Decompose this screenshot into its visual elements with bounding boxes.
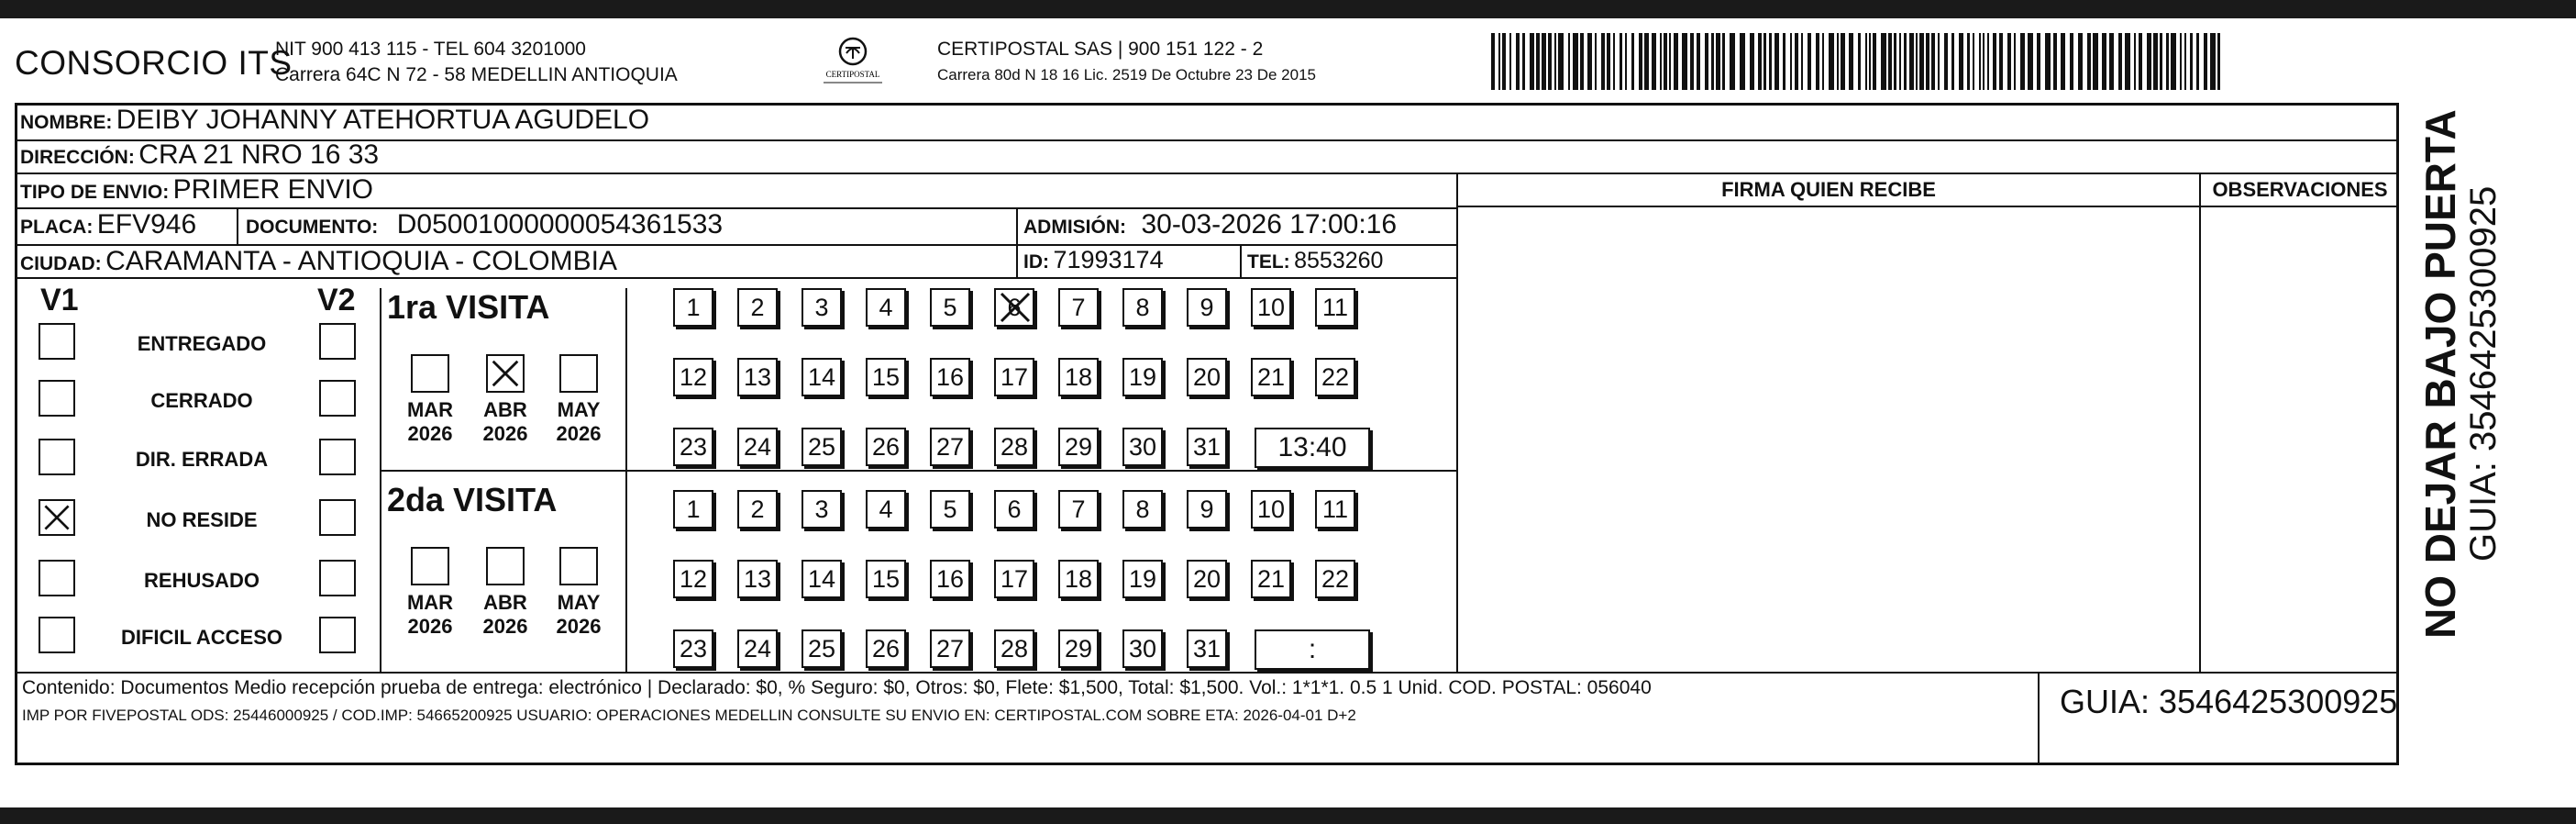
day-box[interactable]: 17 [994, 560, 1034, 598]
day-box[interactable]: 31 [1187, 428, 1227, 466]
visit-divider [380, 288, 381, 672]
admision-label: ADMISIÓN: [1023, 217, 1126, 238]
day-box[interactable]: 2 [737, 288, 778, 327]
month-name: ABR [483, 398, 527, 421]
column-header-divider [1456, 206, 2399, 207]
status-label: ENTREGADO [137, 332, 267, 355]
month-year: 2026 [556, 615, 602, 638]
v1-header: V1 [40, 283, 79, 317]
day-box[interactable]: 19 [1122, 560, 1163, 598]
id-field [1023, 246, 1164, 274]
day-box[interactable]: 12 [673, 560, 713, 598]
day-number: 6 [1007, 294, 1022, 321]
v1-checkbox[interactable] [39, 499, 75, 536]
documento-label: DOCUMENTO: [246, 217, 379, 238]
status-label: REHUSADO [144, 569, 260, 592]
tipo-value: PRIMER ENVIO [172, 174, 374, 205]
month-label [400, 591, 460, 639]
day-box[interactable]: 14 [802, 358, 842, 396]
first-visit-title: 1ra VISITA [387, 288, 550, 326]
day-box[interactable]: 16 [930, 560, 970, 598]
time-box[interactable]: 13:40 [1255, 428, 1370, 468]
v2-checkbox[interactable] [319, 380, 356, 417]
v2-checkbox[interactable] [319, 560, 356, 596]
day-box[interactable]: 13 [737, 358, 778, 396]
month-name: MAR [406, 398, 454, 421]
print-info: IMP POR FIVEPOSTAL ODS: 25446000925 / COD.IMP: 54665200925 USUARIO: OPERACIONES MEDELLIN CONSULTE SU ENVIO EN: CERTIPOSTAL.COM SOBRE ETA: 2026-04-01 D+2 [22, 707, 1356, 724]
logo-text: CERTIPOSTAL [825, 70, 880, 79]
day-box[interactable]: 27 [930, 629, 970, 668]
visit-divider [380, 470, 1456, 472]
id-value: 71993174 [1053, 246, 1164, 273]
day-box[interactable]: 2 [737, 490, 778, 529]
placa-value: EFV946 [96, 209, 197, 239]
status-label: DIFICIL ACCESO [120, 626, 282, 649]
day-box[interactable]: 4 [866, 490, 906, 529]
visit-divider [625, 288, 627, 672]
warning-text: NO DEJAR BAJO PUERTA [2416, 109, 2464, 639]
day-box[interactable]: 23 [673, 428, 713, 466]
day-box[interactable]: 28 [994, 629, 1034, 668]
day-box[interactable]: 22 [1315, 560, 1355, 598]
tipo-label: TIPO DE ENVIO: [20, 182, 170, 203]
day-box[interactable]: 31 [1187, 629, 1227, 668]
month-label [475, 398, 536, 446]
v2-checkbox[interactable] [319, 439, 356, 475]
day-box[interactable]: 15 [866, 560, 906, 598]
day-box[interactable]: 14 [802, 560, 842, 598]
tel-label: TEL: [1247, 251, 1290, 273]
row-divider [15, 277, 1456, 279]
barcode [1491, 33, 2225, 90]
month-checkbox[interactable] [559, 547, 598, 585]
bottom-border [0, 807, 2576, 824]
day-box[interactable]: 11 [1315, 490, 1355, 529]
day-box[interactable]: 12 [673, 358, 713, 396]
day-box[interactable]: 9 [1187, 288, 1227, 327]
certipostal-line: CERTIPOSTAL SAS | 900 151 122 - 2 [937, 39, 1264, 60]
day-box[interactable] [994, 288, 1034, 327]
direccion-label: DIRECCIÓN: [20, 147, 135, 168]
month-year: 2026 [482, 422, 528, 445]
guia-divider [2038, 672, 2040, 763]
documento-field [246, 209, 723, 240]
month-year: 2026 [407, 615, 453, 638]
cell-divider [1240, 244, 1242, 277]
day-box[interactable]: 24 [737, 629, 778, 668]
status-label: DIR. ERRADA [135, 448, 269, 471]
day-box[interactable]: 19 [1122, 358, 1163, 396]
day-box[interactable]: 22 [1315, 358, 1355, 396]
day-box[interactable]: 7 [1058, 490, 1099, 529]
day-box[interactable]: 27 [930, 428, 970, 466]
month-year: 2026 [407, 422, 453, 445]
day-box[interactable]: 24 [737, 428, 778, 466]
admision-field [1023, 209, 1397, 240]
day-box[interactable]: 8 [1122, 288, 1163, 327]
address-line: Carrera 64C N 72 - 58 MEDELLIN ANTIOQUIA [275, 64, 678, 85]
month-label [548, 398, 609, 446]
day-box[interactable]: 1 [673, 288, 713, 327]
placa-label: PLACA: [20, 217, 94, 238]
ciudad-value: CARAMANTA - ANTIOQUIA - COLOMBIA [105, 246, 617, 276]
status-label: NO RESIDE [146, 508, 258, 531]
direccion-field [20, 139, 379, 171]
day-box[interactable]: 10 [1251, 490, 1291, 529]
v1-checkbox[interactable] [39, 439, 75, 475]
v2-checkbox[interactable] [319, 617, 356, 653]
status-label: CERRADO [150, 389, 253, 412]
v2-checkbox[interactable] [319, 499, 356, 536]
day-box[interactable]: 29 [1058, 629, 1099, 668]
day-box[interactable]: 11 [1315, 288, 1355, 327]
month-name: MAR [406, 591, 454, 614]
day-box[interactable]: 5 [930, 288, 970, 327]
day-box[interactable]: 10 [1251, 288, 1291, 327]
ciudad-label: CIUDAD: [20, 253, 102, 274]
day-box[interactable]: 20 [1187, 358, 1227, 396]
tel-value: 8553260 [1294, 248, 1384, 273]
day-box[interactable]: 15 [866, 358, 906, 396]
day-box[interactable]: 25 [802, 629, 842, 668]
documento-value: D05001000000054361533 [396, 209, 724, 239]
ciudad-field [20, 246, 617, 277]
admision-value: 30-03-2026 17:00:16 [1141, 209, 1398, 239]
nombre-label: NOMBRE: [20, 112, 113, 133]
day-box[interactable]: 18 [1058, 560, 1099, 598]
day-box[interactable]: 26 [866, 629, 906, 668]
month-year: 2026 [556, 422, 602, 445]
day-box[interactable]: 21 [1251, 358, 1291, 396]
month-name: MAY [557, 398, 601, 421]
guia-number: GUIA: 3546425300925 [2060, 683, 2398, 720]
day-box[interactable]: 30 [1122, 629, 1163, 668]
top-border [0, 0, 2576, 18]
side-guia: GUIA: 3546425300925 [2463, 185, 2504, 562]
month-label [548, 591, 609, 639]
nombre-field [20, 105, 649, 136]
day-box[interactable]: 28 [994, 428, 1034, 466]
day-box[interactable]: 16 [930, 358, 970, 396]
observations-divider [2199, 173, 2201, 672]
nombre-value: DEIBY JOHANNY ATEHORTUA AGUDELO [116, 105, 650, 135]
v1-checkbox[interactable] [39, 323, 75, 360]
placa-field [20, 209, 196, 240]
day-box[interactable]: 25 [802, 428, 842, 466]
day-box[interactable]: 17 [994, 358, 1034, 396]
id-label: ID: [1023, 251, 1049, 273]
month-checkbox[interactable] [486, 354, 525, 393]
cell-divider [1016, 207, 1018, 277]
day-box[interactable]: 1 [673, 490, 713, 529]
day-box[interactable]: 4 [866, 288, 906, 327]
tipo-field [20, 174, 373, 206]
day-box[interactable]: 21 [1251, 560, 1291, 598]
observaciones-header: OBSERVACIONES [2212, 178, 2388, 201]
day-box[interactable]: 5 [930, 490, 970, 529]
day-box[interactable]: 13 [737, 560, 778, 598]
v1-checkbox[interactable] [39, 560, 75, 596]
time-box[interactable]: : [1255, 629, 1370, 670]
certipostal-info [937, 37, 1316, 88]
day-box[interactable]: 3 [802, 288, 842, 327]
day-box[interactable]: 30 [1122, 428, 1163, 466]
company-info [275, 37, 678, 88]
month-name: MAY [557, 591, 601, 614]
month-checkbox[interactable] [411, 354, 449, 393]
day-box[interactable]: 3 [802, 490, 842, 529]
direccion-value: CRA 21 NRO 16 33 [138, 139, 380, 170]
month-checkbox[interactable] [559, 354, 598, 393]
tel-field [1247, 248, 1383, 274]
month-checkbox[interactable] [411, 547, 449, 585]
day-box[interactable]: 23 [673, 629, 713, 668]
content-summary: Contenido: Documentos Medio recepción prueba de entrega: electrónico | Declarado: $0, % Seguro: $0, Otros: $0, Flete: $1,500, Total: $1,500. Vol.: 1*1*1. 0.5 1 Unid. COD. POSTAL: 056040 [22, 677, 1652, 698]
v1-checkbox[interactable] [39, 617, 75, 653]
month-label [400, 398, 460, 446]
v1-checkbox[interactable] [39, 380, 75, 417]
firma-header: FIRMA QUIEN RECIBE [1721, 178, 1936, 201]
v2-header: V2 [317, 283, 356, 317]
day-box[interactable]: 26 [866, 428, 906, 466]
day-box[interactable]: 8 [1122, 490, 1163, 529]
certipostal-logo-icon [807, 35, 899, 90]
month-name: ABR [483, 591, 527, 614]
month-checkbox[interactable] [486, 547, 525, 585]
v2-checkbox[interactable] [319, 323, 356, 360]
day-box[interactable]: 20 [1187, 560, 1227, 598]
certipostal-address: Carrera 80d N 18 16 Lic. 2519 De Octubre 23 De 2015 [937, 66, 1316, 84]
month-label [475, 591, 536, 639]
signature-divider [1456, 173, 1458, 672]
cell-divider [237, 207, 238, 244]
day-box[interactable]: 9 [1187, 490, 1227, 529]
company-name: CONSORCIO ITS [15, 44, 293, 82]
day-box[interactable]: 18 [1058, 358, 1099, 396]
second-visit-title: 2da VISITA [387, 481, 558, 518]
day-box[interactable]: 6 [994, 490, 1034, 529]
day-box[interactable]: 29 [1058, 428, 1099, 466]
footer-divider [15, 672, 2399, 674]
month-year: 2026 [482, 615, 528, 638]
nit-line: NIT 900 413 115 - TEL 604 3201000 [275, 39, 586, 60]
day-box[interactable]: 7 [1058, 288, 1099, 327]
